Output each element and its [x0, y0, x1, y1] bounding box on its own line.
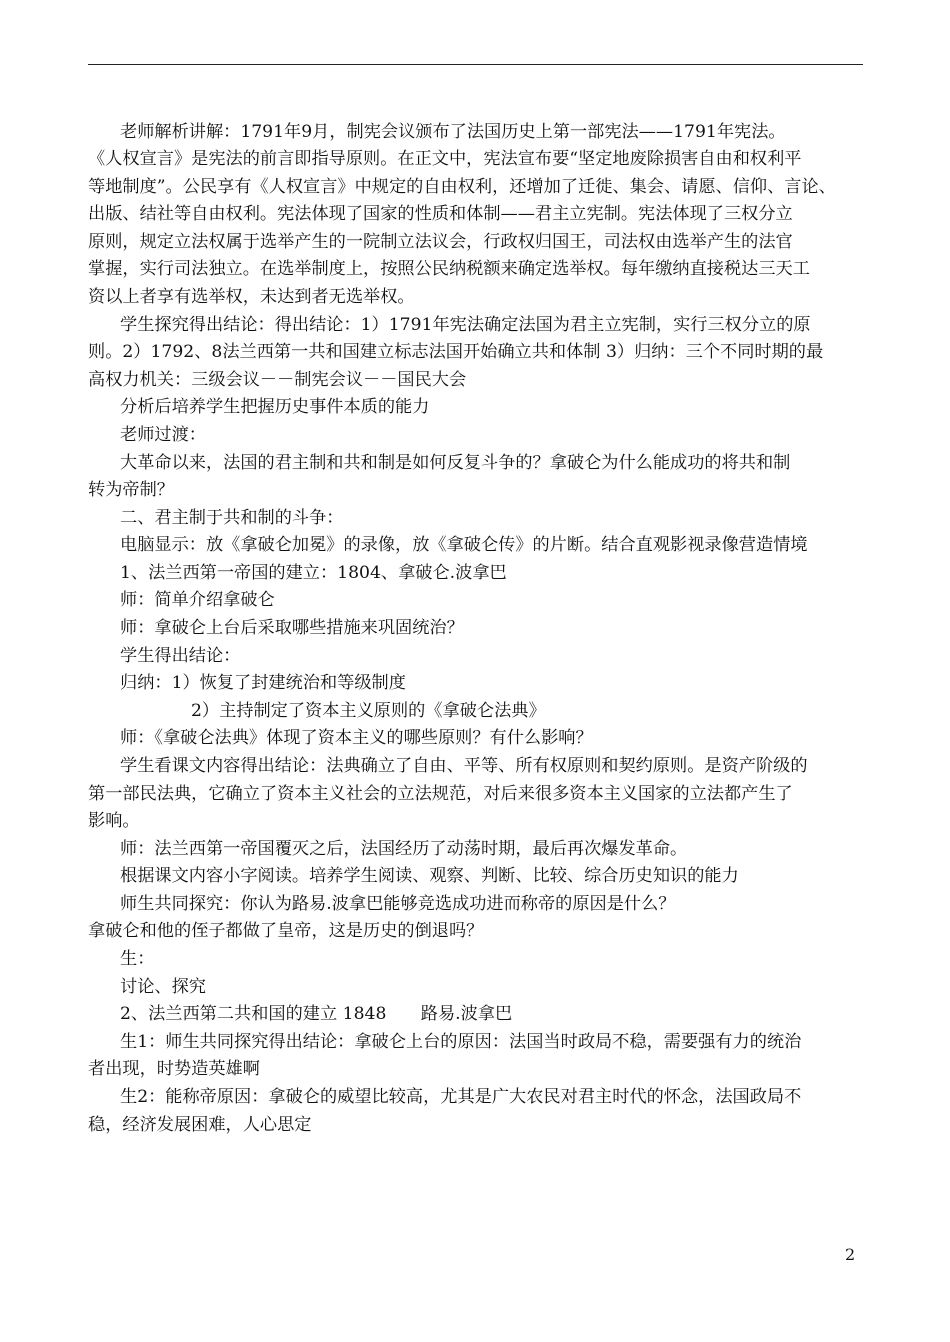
text-line: 2）主持制定了资本主义原则的《拿破仑法典》 — [191, 701, 546, 721]
text-line: 师：简单介绍拿破仑 — [120, 590, 275, 610]
text-line: 拿破仑和他的侄子都做了皇帝，这是历史的倒退吗？ — [88, 921, 484, 941]
text-line: 资以上者享有选举权，未达到者无选举权。 — [88, 287, 415, 307]
text-line: 出版、结社等自由权利。宪法体现了国家的性质和体制——君主立宪制。宪法体现了三权分立 — [88, 204, 793, 224]
text-line: 掌握，实行司法独立。在选举制度上，按照公民纳税额来确定选举权。每年缴纳直接税达三天工 — [88, 259, 810, 279]
text-line: 第一部民法典，它确立了资本主义社会的立法规范，对后来很多资本主义国家的立法都产生了 — [88, 784, 793, 804]
text-line: 高权力机关：三级会议－－制宪会议－－国民大会 — [88, 370, 467, 390]
text-line: 师：《拿破仑法典》体现了资本主义的哪些原则？有什么影响？ — [120, 728, 593, 748]
text-line: 分析后培养学生把握历史事件本质的能力 — [120, 397, 430, 417]
text-line: 讨论、探究 — [120, 977, 206, 997]
text-line: 等地制度”。公民享有《人权宣言》中规定的自由权利，还增加了迁徙、集会、请愿、信仰、言论、 — [88, 177, 836, 197]
text-line: 原则，规定立法权属于选举产生的一院制立法议会，行政权归国王，司法权由选举产生的法官 — [88, 232, 793, 252]
page-number: 2 — [845, 1245, 856, 1264]
text-line: 老师过渡： — [120, 425, 206, 445]
text-line: 大革命以来，法国的君主制和共和制是如何反复斗争的？拿破仑为什么能成功的将共和制 — [120, 453, 791, 473]
text-line: 生： — [120, 949, 155, 969]
header-rule — [88, 64, 863, 65]
text-line: 学生探究得出结论：得出结论：1）1791年宪法确定法国为君主立宪制，实行三权分立的原 — [120, 315, 811, 335]
text-line: 二、君主制于共和制的斗争： — [120, 508, 344, 528]
text-line: 则。2）1792、8法兰西第一共和国建立标志法国开始确立共和体制 3）归纳：三个不同时期的最 — [88, 342, 824, 362]
text-line: 生1：师生共同探究得出结论：拿破仑上台的原因：法国当时政局不稳，需要强有力的统治 — [120, 1032, 802, 1052]
text-line: 电脑显示：放《拿破仑加冕》的录像，放《拿破仑传》的片断。结合直观影视录像营造情境 — [120, 535, 808, 555]
text-line: 老师解析讲解：1791年9月，制宪会议颁布了法国历史上第一部宪法——1791年宪法。 — [120, 122, 786, 142]
text-line: 根据课文内容小字阅读。培养学生阅读、观察、判断、比较、综合历史知识的能力 — [120, 866, 739, 886]
text-line: 1、法兰西第一帝国的建立：1804、拿破仑.波拿巴 — [120, 563, 507, 583]
text-line: 生2：能称帝原因：拿破仑的威望比较高，尤其是广大农民对君主时代的怀念，法国政局不 — [120, 1087, 802, 1107]
text-line: 影响。 — [88, 811, 140, 831]
text-line: 学生得出结论： — [120, 646, 241, 666]
text-line: 师生共同探究：你认为路易.波拿巴能够竞选成功进而称帝的原因是什么？ — [120, 894, 676, 914]
text-line: 师：法兰西第一帝国覆灭之后，法国经历了动荡时期，最后再次爆发革命。 — [120, 839, 688, 859]
text-line: 稳，经济发展困难，人心思定 — [88, 1115, 312, 1135]
text-line: 2、法兰西第二共和国的建立 1848 路易.波拿巴 — [120, 1004, 513, 1024]
text-line: 《人权宣言》是宪法的前言即指导原则。在正文中，宪法宣布要“坚定地废除损害自由和权利平 — [88, 149, 802, 169]
text-line: 转为帝制？ — [88, 480, 174, 500]
text-line: 学生看课文内容得出结论：法典确立了自由、平等、所有权原则和契约原则。是资产阶级的 — [120, 756, 808, 776]
text-line: 师：拿破仑上台后采取哪些措施来巩固统治？ — [120, 618, 464, 638]
text-line: 归纳：1）恢复了封建统治和等级制度 — [120, 673, 406, 693]
text-line: 者出现，时势造英雄啊 — [88, 1059, 260, 1079]
